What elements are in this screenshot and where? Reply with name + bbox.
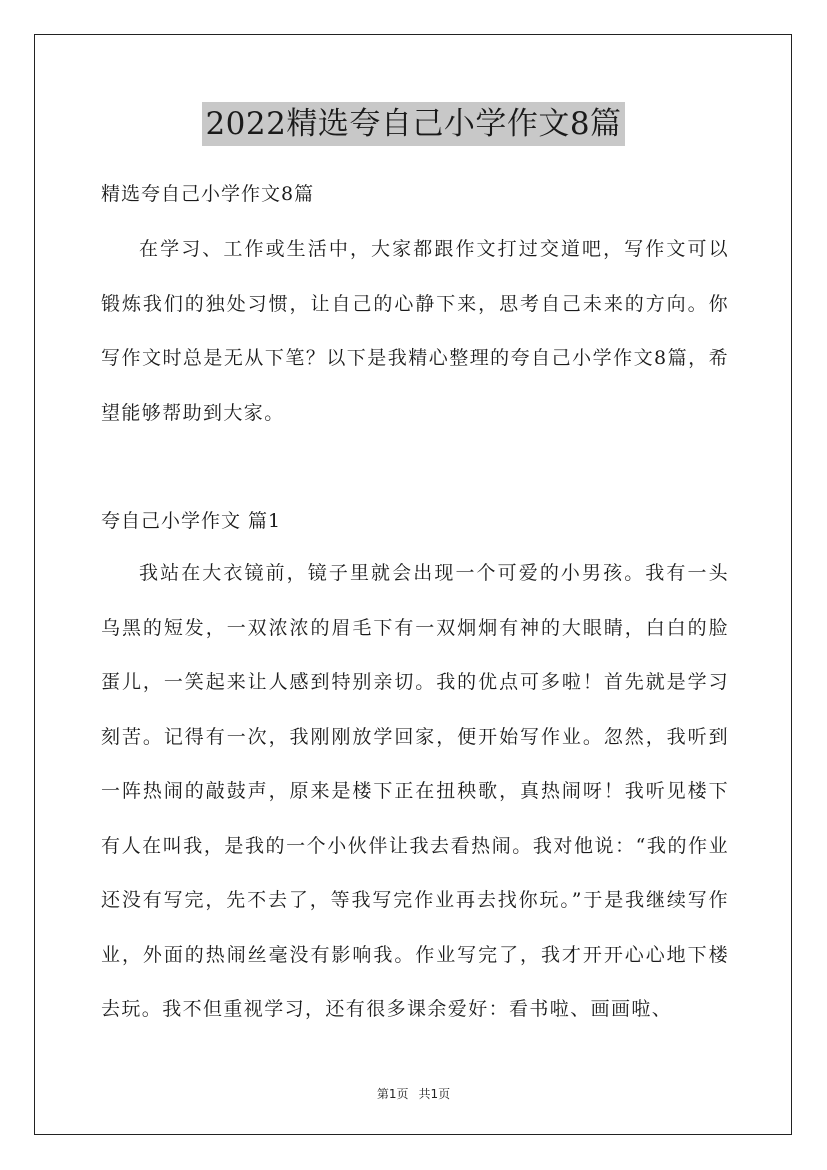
page-total: 共1页 bbox=[418, 1087, 451, 1101]
document-title bbox=[0, 102, 827, 146]
document-body bbox=[101, 176, 729, 1037]
document-subtitle: 精选夸自己小学作文8篇 bbox=[101, 183, 315, 205]
section-paragraph: 我站在大衣镜前，镜子里就会出现一个可爱的小男孩。我有一头乌黑的短发，一双浓浓的眉毛下有一双炯炯有神的大眼睛，白白的脸蛋儿，一笑起来让人感到特别亲切。我的优点可多啦！首先就是学习刻苦。记得有一次，我刚刚放学回家，便开始写作业。忽然，我听到一阵热闹的敲鼓声，原来是楼下正在扭秧歌，真热闹呀！我听见楼下有人在叫我，是我的一个小伙伴让我去看热闹。我对他说：“我的作业还没有写完，先不去了，等我写完作业再去找你玩。”于是我继续写作业，外面的热闹丝毫没有影响我。作业写完了，我才开开心心地下楼去玩。我不但重视学习，还有很多课余爱好：看书啦、画画啦、 bbox=[101, 562, 729, 1020]
section-heading: 夸自己小学作文 篇1 bbox=[101, 510, 282, 532]
intro-paragraph: 在学习、工作或生活中，大家都跟作文打过交道吧，写作文可以锻炼我们的独处习惯，让自己的心静下来，思考自己未来的方向。你写作文时总是无从下笔？以下是我精心整理的夸自己小学作文8篇，希望能够帮助到大家。 bbox=[101, 238, 729, 424]
document-title-text: 2022精选夸自己小学作文8篇 bbox=[202, 102, 624, 146]
page-footer bbox=[0, 1085, 827, 1102]
page-number: 第1页 bbox=[376, 1087, 409, 1101]
